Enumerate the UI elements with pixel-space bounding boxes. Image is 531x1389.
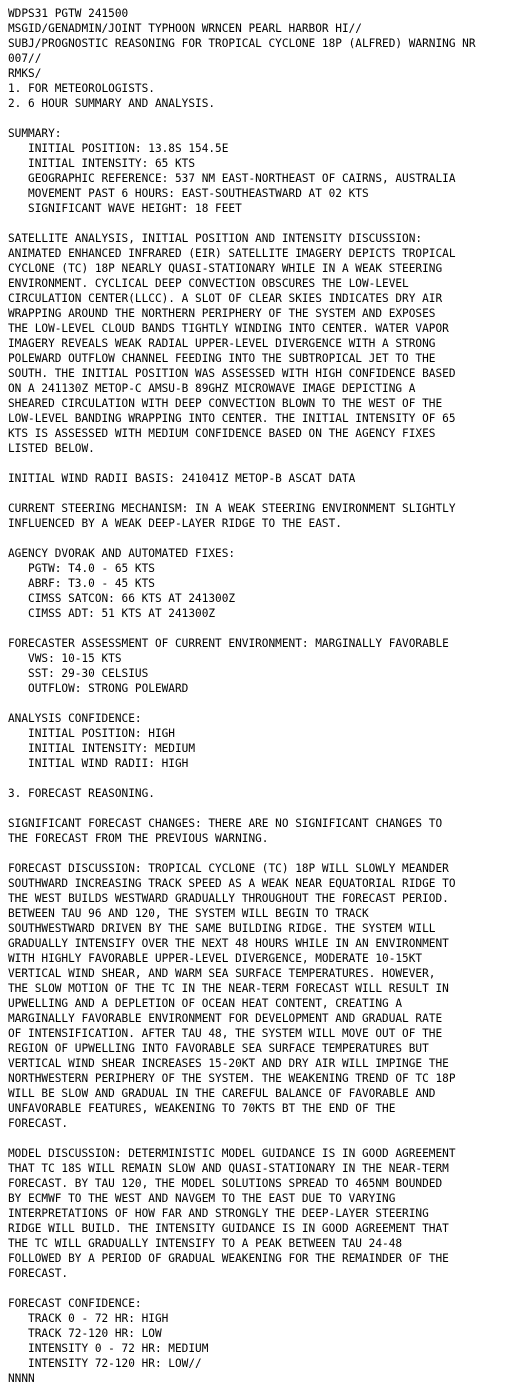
text-line: LOW-LEVEL BANDING WRAPPING INTO CENTER. THE INITIAL INTENSITY OF 65 [8, 412, 456, 425]
text-line: 2. 6 HOUR SUMMARY AND ANALYSIS. [8, 97, 216, 110]
text-line: OUTFLOW: STRONG POLEWARD [8, 682, 189, 695]
blank-line [8, 621, 531, 636]
text-line: FORECAST. BY TAU 120, THE MODEL SOLUTIONS SPREAD TO 465NM BOUNDED [8, 1177, 443, 1190]
text-line: MARGINALLY FAVORABLE ENVIRONMENT FOR DEVELOPMENT AND GRADUAL RATE [8, 1012, 443, 1025]
text-line: SOUTHWARD INCREASING TRACK SPEED AS A WEAK NEAR EQUATORIAL RIDGE TO [8, 877, 456, 890]
text-line: WRAPPING AROUND THE NORTHERN PERIPHERY OF THE SYSTEM AND EXPOSES [8, 307, 436, 320]
text-line: VERTICAL WIND SHEAR INCREASES 15-20KT AND DRY AIR WILL IMPINGE THE [8, 1057, 449, 1070]
text-line: CIMSS SATCON: 66 KTS AT 241300Z [8, 592, 236, 605]
text-line: REGION OF UPWELLING INTO FAVORABLE SEA SURFACE TEMPERATURES BUT [8, 1042, 429, 1055]
text-line: BETWEEN TAU 96 AND 120, THE SYSTEM WILL BEGIN TO TRACK [8, 907, 369, 920]
text-line: 1. FOR METEOROLOGISTS. [8, 82, 155, 95]
text-line: PGTW: T4.0 - 65 KTS [8, 562, 155, 575]
text-line: ABRF: T3.0 - 45 KTS [8, 577, 155, 590]
text-line: TRACK 72-120 HR: LOW [8, 1327, 162, 1340]
text-line: FORECAST CONFIDENCE: [8, 1297, 142, 1310]
text-line: THE LOW-LEVEL CLOUD BANDS TIGHTLY WINDING INTO CENTER. WATER VAPOR [8, 322, 449, 335]
text-line: GEOGRAPHIC REFERENCE: 537 NM EAST-NORTHEAST OF CAIRNS, AUSTRALIA [8, 172, 456, 185]
text-line: MSGID/GENADMIN/JOINT TYPHOON WRNCEN PEARL HARBOR HI// [8, 22, 362, 35]
blank-line [8, 801, 531, 816]
text-line: IMAGERY REVEALS WEAK RADIAL UPPER-LEVEL DIVERGENCE WITH A STRONG [8, 337, 436, 350]
text-line: CIRCULATION CENTER(LLCC). A SLOT OF CLEAR SKIES INDICATES DRY AIR [8, 292, 443, 305]
blank-line [8, 1131, 531, 1146]
text-line: FOLLOWED BY A PERIOD OF GRADUAL WEAKENING FOR THE REMAINDER OF THE [8, 1252, 449, 1265]
text-line: VERTICAL WIND SHEAR, AND WARM SEA SURFACE TEMPERATURES. HOWEVER, [8, 967, 436, 980]
text-line: INITIAL WIND RADII: HIGH [8, 757, 189, 770]
text-line: NNNN [8, 1372, 35, 1385]
text-line: ANIMATED ENHANCED INFRARED (EIR) SATELLITE IMAGERY DEPICTS TROPICAL [8, 247, 456, 260]
text-line: UPWELLING AND A DEPLETION OF OCEAN HEAT CONTENT, CREATING A [8, 997, 403, 1010]
text-line: WDPS31 PGTW 241500 [8, 7, 129, 20]
text-line: CIMSS ADT: 51 KTS AT 241300Z [8, 607, 216, 620]
text-line: RMKS/ [8, 67, 42, 80]
text-line: SIGNIFICANT WAVE HEIGHT: 18 FEET [8, 202, 242, 215]
text-line: TRACK 0 - 72 HR: HIGH [8, 1312, 169, 1325]
blank-line [8, 456, 531, 471]
text-line: INTENSITY 0 - 72 HR: MEDIUM [8, 1342, 209, 1355]
text-line: SOUTHWESTWARD DRIVEN BY THE SAME BUILDING RIDGE. THE SYSTEM WILL [8, 922, 436, 935]
text-line: SOUTH. THE INITIAL POSITION WAS ASSESSED WITH HIGH CONFIDENCE BASED [8, 367, 456, 380]
text-line: KTS IS ASSESSED WITH MEDIUM CONFIDENCE BASED ON THE AGENCY FIXES [8, 427, 436, 440]
text-line: FORECAST. [8, 1117, 69, 1130]
text-line: CYCLONE (TC) 18P NEARLY QUASI-STATIONARY WHILE IN A WEAK STEERING [8, 262, 443, 275]
text-line: SHEARED CIRCULATION WITH DEEP CONVECTION BLOWN TO THE WEST OF THE [8, 397, 443, 410]
blank-line [8, 111, 531, 126]
text-line: INITIAL WIND RADII BASIS: 241041Z METOP-B ASCAT DATA [8, 472, 356, 485]
blank-line [8, 846, 531, 861]
text-line: BY ECMWF TO THE WEST AND NAVGEM TO THE EAST DUE TO VARYING [8, 1192, 396, 1205]
blank-line [8, 1281, 531, 1296]
text-line: INTENSITY 72-120 HR: LOW// [8, 1357, 202, 1370]
blank-line [8, 771, 531, 786]
text-line: VWS: 10-15 KTS [8, 652, 122, 665]
text-line: INITIAL INTENSITY: 65 KTS [8, 157, 196, 170]
text-line: INITIAL POSITION: HIGH [8, 727, 175, 740]
text-line: OF INTENSIFICATION. AFTER TAU 48, THE SYSTEM WILL MOVE OUT OF THE [8, 1027, 443, 1040]
text-line: THE FORECAST FROM THE PREVIOUS WARNING. [8, 832, 269, 845]
text-line: MOVEMENT PAST 6 HOURS: EAST-SOUTHEASTWARD AT 02 KTS [8, 187, 369, 200]
text-line: 007// [8, 52, 42, 65]
text-line: SIGNIFICANT FORECAST CHANGES: THERE ARE NO SIGNIFICANT CHANGES TO [8, 817, 443, 830]
text-line: FORECASTER ASSESSMENT OF CURRENT ENVIRONMENT: MARGINALLY FAVORABLE [8, 637, 449, 650]
text-line: SATELLITE ANALYSIS, INITIAL POSITION AND INTENSITY DISCUSSION: [8, 232, 423, 245]
text-line: THE WEST BUILDS WESTWARD GRADUALLY THROUGHOUT THE FORECAST PERIOD. [8, 892, 449, 905]
text-line: WITH HIGHLY FAVORABLE UPPER-LEVEL DIVERGENCE, MODERATE 10-15KT [8, 952, 423, 965]
text-line: UNFAVORABLE FEATURES, WEAKENING TO 70KTS BT THE END OF THE [8, 1102, 396, 1115]
text-line: NORTHWESTERN PERIPHERY OF THE SYSTEM. THE WEAKENING TREND OF TC 18P [8, 1072, 456, 1085]
text-line: FORECAST. [8, 1267, 69, 1280]
text-line: INITIAL INTENSITY: MEDIUM [8, 742, 196, 755]
text-line: THAT TC 18S WILL REMAIN SLOW AND QUASI-STATIONARY IN THE NEAR-TERM [8, 1162, 449, 1175]
blank-line [8, 216, 531, 231]
text-line: LISTED BELOW. [8, 442, 95, 455]
text-line: ON A 241130Z METOP-C AMSU-B 89GHZ MICROWAVE IMAGE DEPICTING A [8, 382, 416, 395]
text-line: FORECAST DISCUSSION: TROPICAL CYCLONE (TC) 18P WILL SLOWLY MEANDER [8, 862, 449, 875]
text-line: POLEWARD OUTFLOW CHANNEL FEEDING INTO THE SUBTROPICAL JET TO THE [8, 352, 436, 365]
text-line: SUMMARY: [8, 127, 62, 140]
text-line: GRADUALLY INTENSIFY OVER THE NEXT 48 HOURS WHILE IN AN ENVIRONMENT [8, 937, 449, 950]
text-line: SUBJ/PROGNOSTIC REASONING FOR TROPICAL CYCLONE 18P (ALFRED) WARNING NR [8, 37, 476, 50]
text-line: SST: 29-30 CELSIUS [8, 667, 149, 680]
text-line: INTERPRETATIONS OF HOW FAR AND STRONGLY THE DEEP-LAYER STEERING [8, 1207, 429, 1220]
text-line: THE SLOW MOTION OF THE TC IN THE NEAR-TERM FORECAST WILL RESULT IN [8, 982, 449, 995]
text-line: 3. FORECAST REASONING. [8, 787, 155, 800]
text-line: ENVIRONMENT. CYCLICAL DEEP CONVECTION OBSCURES THE LOW-LEVEL [8, 277, 409, 290]
text-line: THE TC WILL GRADUALLY INTENSIFY TO A PEAK BETWEEN TAU 24-48 [8, 1237, 403, 1250]
text-line: ANALYSIS CONFIDENCE: [8, 712, 142, 725]
text-line: RIDGE WILL BUILD. THE INTENSITY GUIDANCE IS IN GOOD AGREEMENT THAT [8, 1222, 449, 1235]
text-line: CURRENT STEERING MECHANISM: IN A WEAK STEERING ENVIRONMENT SLIGHTLY [8, 502, 456, 515]
blank-line [8, 696, 531, 711]
text-line: INITIAL POSITION: 13.8S 154.5E [8, 142, 229, 155]
text-line: INFLUENCED BY A WEAK DEEP-LAYER RIDGE TO THE EAST. [8, 517, 342, 530]
blank-line [8, 531, 531, 546]
text-line: MODEL DISCUSSION: DETERMINISTIC MODEL GUIDANCE IS IN GOOD AGREEMENT [8, 1147, 456, 1160]
text-line: WILL BE SLOW AND GRADUAL IN THE CAREFUL BALANCE OF FAVORABLE AND [8, 1087, 436, 1100]
blank-line [8, 486, 531, 501]
text-line: AGENCY DVORAK AND AUTOMATED FIXES: [8, 547, 236, 560]
